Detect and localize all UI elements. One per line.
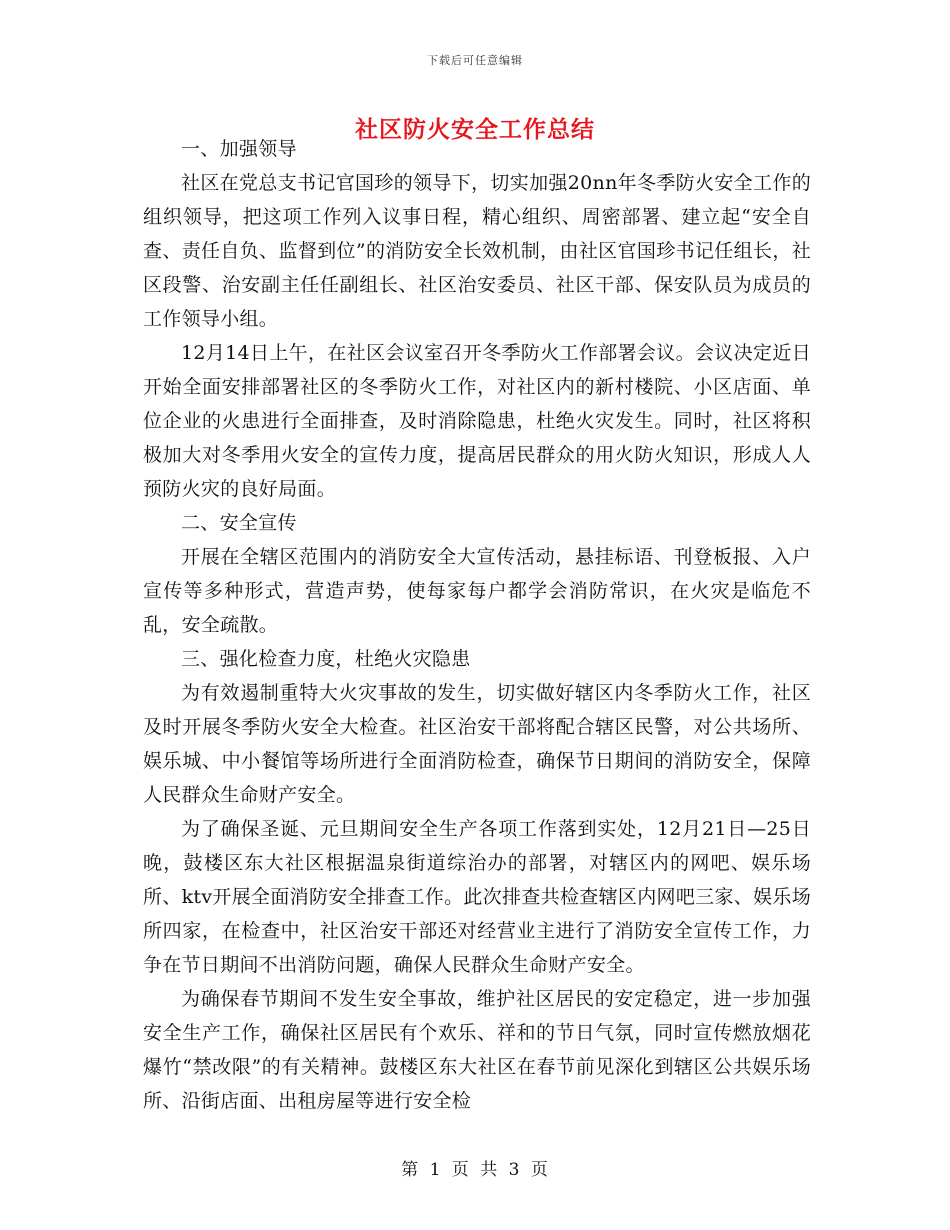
paragraph: 为有效遏制重特大火灾事故的发生，切实做好辖区内冬季防火工作，社区及时开展冬季防火安全大检查。社区治安干部将配合辖区民警，对公共场所、娱乐城、中小餐馆等场所进行全面消防检查，确保节日期间的消防安全，保障人民群众生命财产安全。 <box>143 682 811 806</box>
document-body <box>143 132 811 1118</box>
paragraph: 社区在党总支书记官国珍的领导下，切实加强20nn年冬季防火安全工作的组织领导，把这项工作列入议事日程，精心组织、周密部署、建立起“安全自查、责任自负、监督到位”的消防安全长效机制，由社区官国珍书记任组长，社区段警、治安副主任任副组长、社区治安委员、社区干部、保安队员为成员的工作领导小组。 <box>143 172 811 330</box>
section-heading-leadership: 一、加强领导 <box>181 138 297 160</box>
section-heading-inspection: 三、强化检查力度，杜绝火灾隐患 <box>181 648 471 670</box>
paragraph: 为了确保圣诞、元旦期间安全生产各项工作落到实处，12月21日—25日晚，鼓楼区东大社区根据温泉街道综治办的部署，对辖区内的网吧、娱乐场所、ktv开展全面消防安全排查工作。此次排查共检查辖区内网吧三家、娱乐场所四家，在检查中，社区治安干部还对经营业主进行了消防安全宣传工作，力争在节日期间不出消防问题，确保人民群众生命财产安全。 <box>143 818 811 976</box>
paragraph: 12月14日上午，在社区会议室召开冬季防火工作部署会议。会议决定近日开始全面安排部署社区的冬季防火工作，对社区内的新村楼院、小区店面、单位企业的火患进行全面排查，及时消除隐患，杜绝火灾发生。同时，社区将积极加大对冬季用火安全的宣传力度，提高居民群众的用火防火知识，形成人人预防火灾的良好局面。 <box>143 342 811 500</box>
header-note: 下载后可任意编辑 <box>427 54 523 67</box>
paragraph: 开展在全辖区范围内的消防安全大宣传活动，悬挂标语、刊登板报、入户宣传等多种形式，营造声势，使每家每户都学会消防常识，在火灾是临危不乱，安全疏散。 <box>143 546 811 636</box>
paragraph: 为确保春节期间不发生安全事故，维护社区居民的安定稳定，进一步加强安全生产工作，确保社区居民有个欢乐、祥和的节日气氛，同时宣传燃放烟花爆竹“禁改限”的有关精神。鼓楼区东大社区在春节前见深化到辖区公共娱乐场所、沿街店面、出租房屋等进行安全检 <box>143 988 811 1112</box>
document-title: 社区防火安全工作总结 <box>355 116 595 143</box>
section-heading-publicity: 二、安全宣传 <box>181 512 297 534</box>
page-number: 第 1 页 共 3 页 <box>401 1160 549 1180</box>
